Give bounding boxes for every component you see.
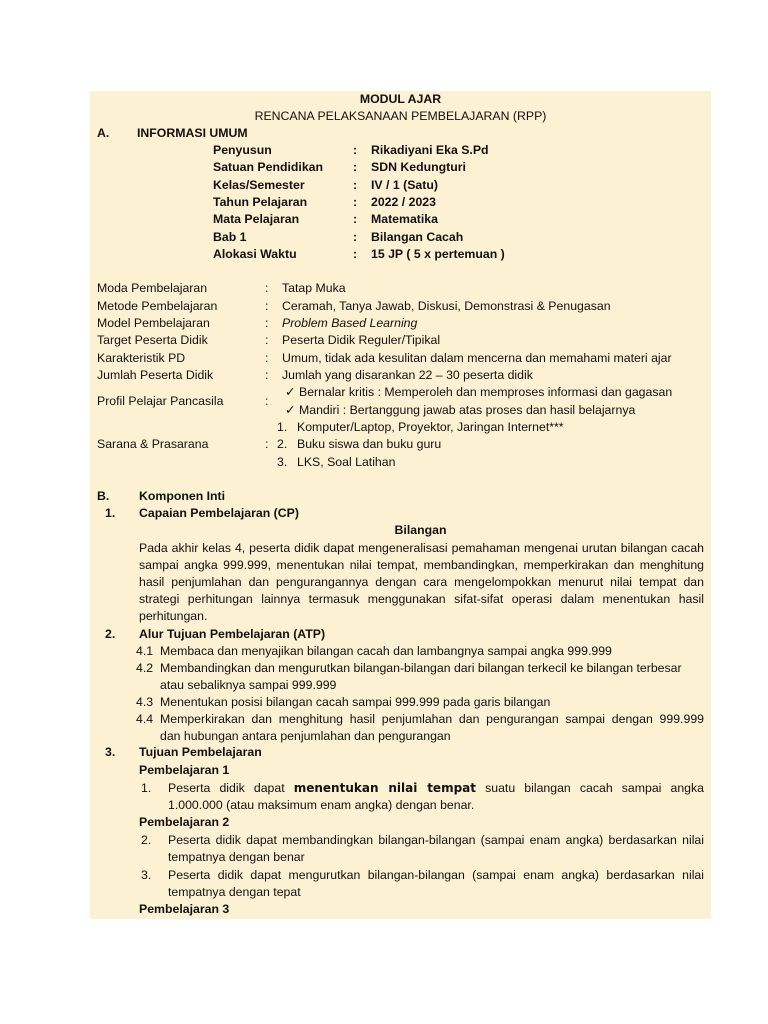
checkmark-icon: ✓ (285, 403, 296, 417)
info-label: Tahun Pelajaran (213, 195, 308, 209)
cp-line: sampai angka 999.999, menentukan nilai tempat, membandingkan, memperkirakan dan menghitung (139, 558, 704, 572)
atp-number: 2. (105, 627, 116, 641)
tp-line: Peserta didik dapat mengurutkan bilangan-bilangan (sampai enam angka) berdasarkan nilai (168, 868, 704, 882)
atp-item-text (160, 711, 704, 745)
checkmark-icon: ✓ (285, 385, 296, 399)
tp-line: Peserta didik dapat membandingkan bilangan-bilangan (sampai enam angka) berdasarkan nilai (168, 833, 704, 847)
info-label: Penyusun (213, 143, 272, 157)
detail-colon: : (265, 299, 269, 313)
tp-text-pre: Peserta didik dapat (168, 781, 294, 795)
detail-label: Metode Pembelajaran (97, 299, 218, 313)
tp-item-text (168, 867, 704, 901)
info-colon: : (353, 160, 358, 174)
atp-line: dan hubungan antara penjumlahan dan pengurangan (160, 729, 451, 743)
info-label: Bab 1 (213, 230, 247, 244)
detail-colon: : (265, 351, 269, 365)
profil-item (285, 384, 672, 401)
detail-colon: : (265, 281, 269, 295)
atp-item-text: Membaca dan menyajikan bilangan cacah dan lambangnya sampai angka 999.999 (160, 644, 612, 658)
info-colon: : (353, 212, 358, 226)
tp-text-bold: menentukan nilai tempat (293, 781, 476, 795)
section-b-letter: B. (97, 489, 110, 503)
detail-label: Jumlah Peserta Didik (97, 368, 214, 382)
atp-line: Memperkirakan dan menghitung hasil penjumlahan dan pengurangan sampai dengan 999.999 (160, 712, 704, 726)
info-colon: : (353, 195, 358, 209)
cp-line: hasil penjumlahan dan pengurangannya dengan cara mengelompokkan menurut nilai tempat dan (139, 575, 704, 589)
detail-colon: : (265, 316, 269, 330)
tp-line: tempatnya dengan tepat (168, 885, 301, 899)
sarana-num: 1. (277, 420, 288, 434)
sarana-num: 2. (277, 437, 288, 451)
atp-item-text: atau sebaliknya sampai 999.999 (160, 678, 337, 692)
detail-value: Problem Based Learning (282, 316, 418, 330)
atp-item-number: 4.2 (136, 661, 154, 675)
cp-line: strategi perhitungan lainnya termasuk menggunakan sifat-sifat operasi dalam menentukan hasil (139, 592, 704, 606)
detail-label: Moda Pembelajaran (97, 281, 208, 295)
info-value: Bilangan Cacah (371, 230, 464, 244)
info-colon: : (353, 178, 358, 192)
sarana-text: LKS, Soal Latihan (297, 455, 396, 469)
tp-line: 1.000.000 (atau maksimum enam angka) dengan benar. (168, 798, 475, 812)
info-value: Matematika (371, 212, 438, 226)
section-a-letter: A. (97, 126, 110, 140)
detail-colon: : (265, 437, 269, 451)
tp-number: 3. (105, 745, 116, 759)
atp-title: Alur Tujuan Pembelajaran (ATP) (139, 627, 326, 641)
detail-label: Sarana & Prasarana (97, 437, 209, 451)
detail-value: Ceramah, Tanya Jawab, Diskusi, Demonstrasi & Penugasan (282, 299, 611, 313)
sarana-num: 3. (277, 455, 288, 469)
cp-number: 1. (105, 506, 116, 520)
profil-text: Mandiri : Bertanggung jawab atas proses dan hasil belajarnya (299, 403, 636, 417)
detail-colon: : (265, 333, 269, 347)
detail-value: Peserta Didik Reguler/Tipikal (282, 333, 441, 347)
info-value: Rikadiyani Eka S.Pd (371, 143, 489, 157)
info-label: Mata Pelajaran (213, 212, 300, 226)
info-value: 15 JP ( 5 x pertemuan ) (371, 247, 505, 261)
cp-title: Capaian Pembelajaran (CP) (139, 506, 299, 520)
tp-item-number: 2. (141, 833, 152, 847)
info-value: SDN Kedungturi (371, 160, 466, 174)
atp-item-number: 4.1 (136, 644, 154, 658)
detail-colon: : (265, 394, 269, 408)
info-label: Satuan Pendidikan (213, 160, 324, 174)
tp-title: Tujuan Pembelajaran (139, 745, 262, 759)
info-value: IV / 1 (Satu) (371, 178, 438, 192)
sarana-text: Komputer/Laptop, Proyektor, Jaringan Internet*** (297, 420, 564, 434)
detail-value: Tatap Muka (282, 281, 346, 295)
atp-item-text: Membandingkan dan mengurutkan bilangan-bilangan dari bilangan terkecil ke bilangan terbesar (160, 661, 682, 675)
tp-item-number: 1. (141, 781, 152, 795)
cp-heading: Bilangan (394, 523, 447, 537)
detail-label: Profil Pelajar Pancasila (97, 394, 224, 408)
info-colon: : (353, 143, 358, 157)
detail-value: Umum, tidak ada kesulitan dalam mencerna dan memahami materi ajar (282, 351, 672, 365)
tp-line: tempatnya dengan benar (168, 850, 305, 864)
info-colon: : (353, 247, 358, 261)
detail-label: Karakteristik PD (97, 351, 186, 365)
detail-colon: : (265, 368, 269, 382)
atp-item-number: 4.4 (136, 712, 154, 726)
tp-item-number: 3. (141, 868, 152, 882)
atp-item-number: 4.3 (136, 695, 154, 709)
pembelajaran-1-heading: Pembelajaran 1 (139, 763, 230, 777)
sarana-text: Buku siswa dan buku guru (297, 437, 442, 451)
info-colon: : (353, 230, 358, 244)
detail-label: Target Peserta Didik (97, 333, 208, 347)
detail-value: Jumlah yang disarankan 22 – 30 peserta didik (282, 368, 533, 382)
profil-text: Bernalar kritis : Memperoleh dan memproses informasi dan gagasan (299, 385, 673, 399)
tp-item-text (168, 780, 704, 814)
cp-line: perhitungan. (139, 609, 208, 623)
cp-line: Pada akhir kelas 4, peserta didik dapat mengeneralisasi pemahaman mengenai urutan bilangan cacah (139, 541, 704, 555)
pembelajaran-2-heading: Pembelajaran 2 (139, 815, 230, 829)
detail-label: Model Pembelajaran (97, 316, 210, 330)
section-b-title: Komponen Inti (139, 489, 226, 503)
pembelajaran-3-heading: Pembelajaran 3 (139, 902, 230, 916)
document-page (90, 91, 711, 919)
info-label: Alokasi Waktu (213, 247, 297, 261)
profil-item (285, 402, 635, 419)
cp-paragraph (139, 540, 704, 625)
section-a-title: INFORMASI UMUM (137, 126, 248, 140)
document-title: MODUL AJAR (359, 92, 442, 106)
info-value: 2022 / 2023 (371, 195, 436, 209)
tp-item-text (168, 832, 704, 866)
document-subtitle: RENCANA PELAKSANAAN PEMBELAJARAN (RPP) (254, 109, 547, 123)
atp-item-text: Menentukan posisi bilangan cacah sampai 999.999 pada garis bilangan (160, 695, 551, 709)
info-label: Kelas/Semester (213, 178, 305, 192)
tp-text-post: suatu bilangan cacah sampai angka (476, 781, 705, 795)
